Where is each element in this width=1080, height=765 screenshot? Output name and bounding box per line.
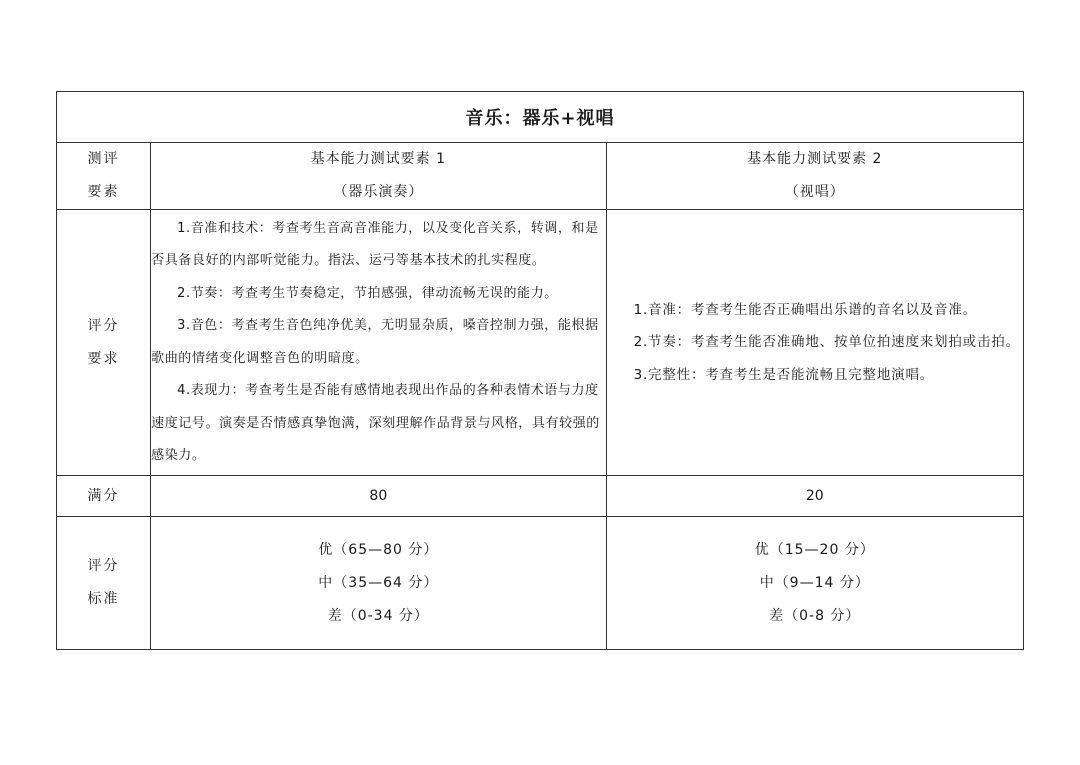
- full-score-row: [57, 476, 1024, 517]
- standard-a-excellent: 优（65—80 分）: [318, 541, 439, 558]
- standards-row: [57, 517, 1024, 650]
- full-score-col-a: 80: [151, 476, 606, 517]
- header-col-b: [606, 143, 1023, 210]
- header-col-a: [151, 143, 606, 210]
- standard-b-excellent: 优（15—20 分）: [754, 541, 875, 558]
- requirements-row: [57, 210, 1024, 476]
- header-label-line2: 要素: [87, 184, 120, 200]
- requirement-b-item: 3.完整性：考查考生是否能流畅且完整地演唱。: [633, 366, 935, 383]
- standard-b-medium: 中（9—14 分）: [759, 574, 870, 591]
- requirements-label-line2: 要求: [87, 350, 120, 367]
- header-col-a-line1: 基本能力测试要素 1: [310, 151, 446, 167]
- requirement-a-item: 4.表现力：考查考生是否能有感情地表现出作品的各种表情术语与力度速度记号。演奏是否情感真挚饱满，深刻理解作品背景与风格，具有较强的感染力。: [151, 383, 600, 463]
- standards-col-a: [151, 517, 606, 650]
- requirements-label-cell: [57, 210, 151, 476]
- standard-a-medium: 中（35—64 分）: [318, 574, 439, 591]
- requirement-b-item: 2.节奏：考查考生能否准确地、按单位拍速度来划拍或击拍。: [633, 334, 1020, 351]
- requirements-col-b: [606, 210, 1023, 476]
- header-label-cell: [57, 143, 151, 210]
- full-score-col-b: 20: [606, 476, 1023, 517]
- standards-col-b: [606, 517, 1023, 650]
- header-label-line1: 测评: [87, 151, 120, 167]
- header-col-b-line1: 基本能力测试要素 2: [747, 151, 883, 167]
- standards-label-cell: [57, 517, 151, 650]
- scoring-table: [56, 91, 1024, 650]
- requirements-label-line1: 评分: [87, 317, 120, 334]
- header-row: [57, 143, 1024, 210]
- standard-a-poor: 差（0-34 分）: [327, 607, 429, 624]
- standards-label-line2: 标准: [87, 591, 120, 607]
- requirement-a-item: 2.节奏：考查考生节奏稳定，节拍感强，律动流畅无误的能力。: [177, 285, 558, 301]
- requirement-b-item: 1.音准：考查考生能否正确唱出乐谱的音名以及音准。: [633, 301, 977, 318]
- standard-b-poor: 差（0-8 分）: [769, 607, 861, 624]
- standards-label-line1: 评分: [87, 558, 120, 574]
- full-score-label: 满分: [57, 476, 151, 517]
- table-title: 音乐：器乐+视唱: [57, 92, 1024, 143]
- title-row: [57, 92, 1024, 143]
- header-col-b-line2: （视唱）: [784, 184, 845, 200]
- requirement-a-item: 1.音准和技术：考查考生音高音准能力，以及变化音关系，转调，和是否具备良好的内部听觉能力。指法、运弓等基本技术的扎实程度。: [151, 220, 599, 268]
- header-col-a-line2: （器乐演奏）: [333, 184, 424, 200]
- requirements-col-a: [151, 210, 606, 476]
- requirement-a-item: 3.音色：考查考生音色纯净优美，无明显杂质，嗓音控制力强，能根据歌曲的情绪变化调整音色的明暗度。: [151, 318, 599, 366]
